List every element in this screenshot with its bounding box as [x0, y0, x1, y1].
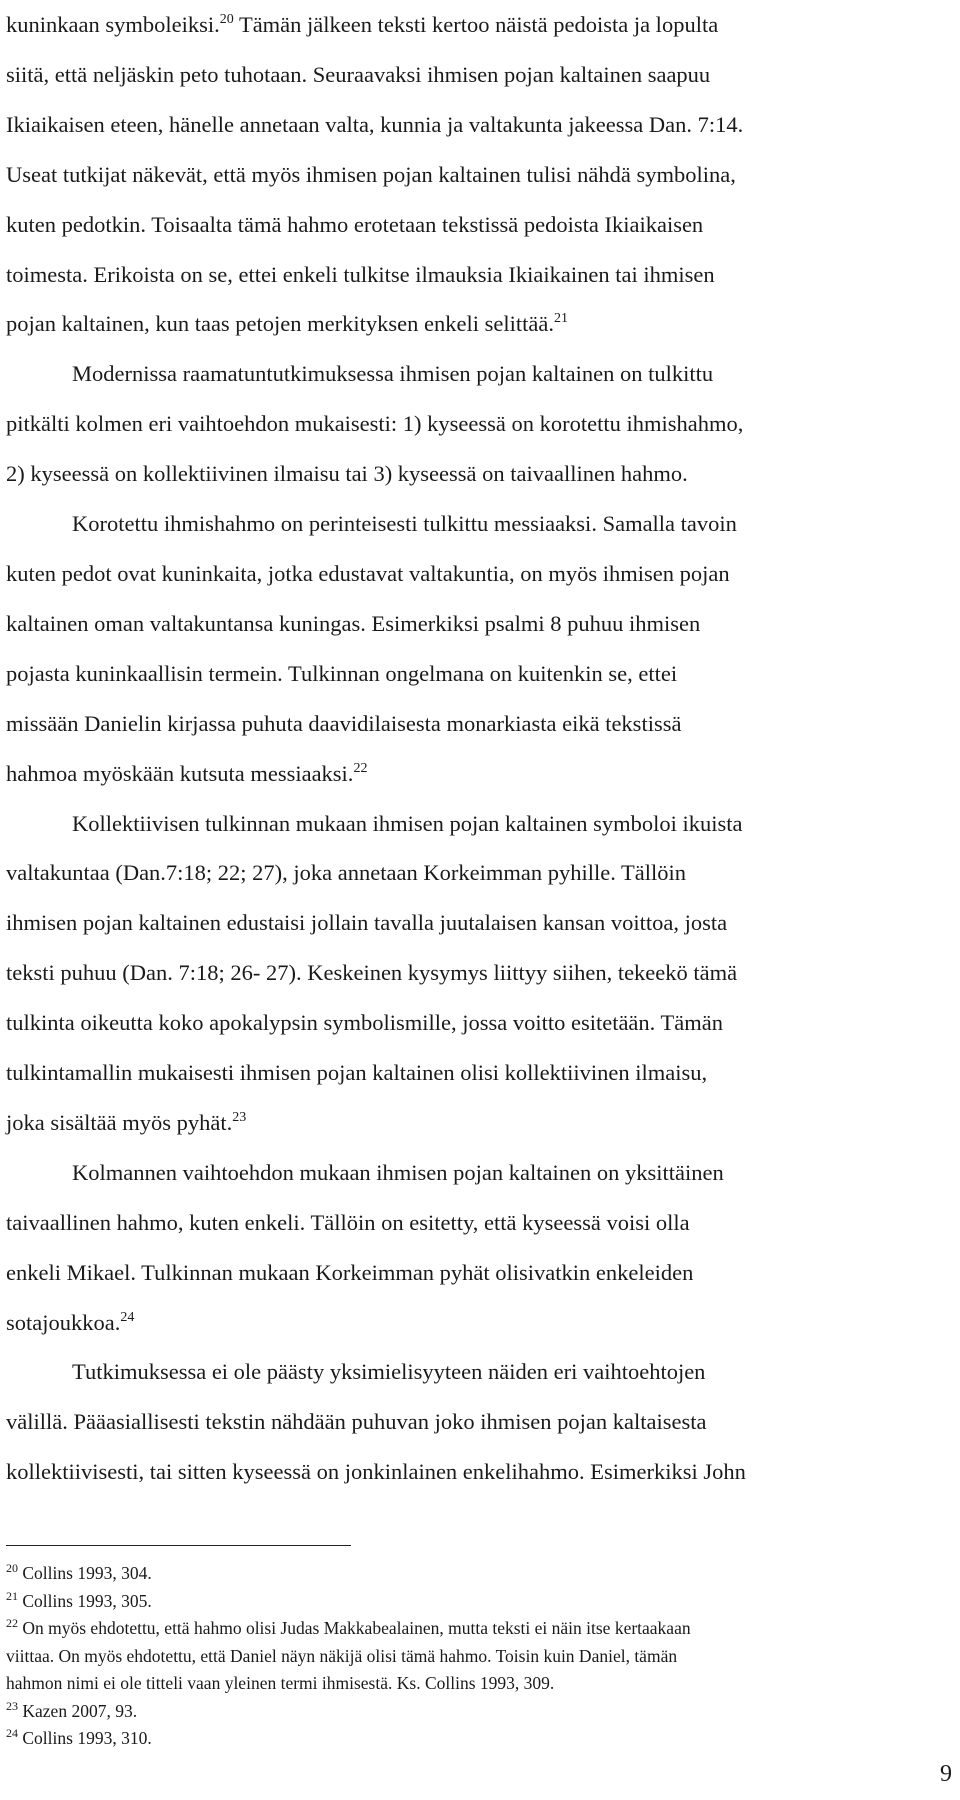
paragraph-6: [6, 1347, 954, 1497]
footnote-text: Collins 1993, 304.: [22, 1563, 152, 1583]
footnote-ref: 24: [120, 1309, 135, 1325]
body-text: [6, 0, 954, 1497]
footnote-number: 21: [6, 1588, 18, 1603]
paragraph-text: Tutkimuksessa ei ole päästy yksimielisyyteen näiden eri vaihtoehtojen välillä. Pääasiallisesti tekstin nähdään puhuvan joko ihmisen pojan kaltaisesta kollektiivisesti, tai sitten kyseessä on jonkinlainen enkelihahmo. Esimerkiksi John: [6, 1359, 746, 1485]
footnotes: [6, 1560, 954, 1753]
paragraph-text: Korotettu ihmishahmo on perinteisesti tulkittu messiaaksi. Samalla tavoin kuten pedot ovat kuninkaita, jotka edustavat valtakuntia, on myös ihmisen pojan kaltainen oman valtakuntansa kuningas. Esimerkiksi psalmi 8 puhuu ihmisen pojasta kuninkaallisin termein. Tulkinnan ongelmana on kuitenkin se, ettei missään Danielin kirjassa puhuta daavidilaisesta monarkiasta eikä tekstissä hahmoa myöskään kutsuta messiaaksi.: [6, 511, 737, 786]
footnote: [6, 1725, 954, 1753]
footnote-ref: 20: [219, 12, 234, 27]
paragraph-1: [6, 0, 954, 349]
paragraph-text: Kollektiivisen tulkinnan mukaan ihmisen pojan kaltainen symboloi ikuista valtakuntaa (Dan.7:18; 22; 27), joka annetaan Korkeimman pyhille. Tällöin ihmisen pojan kaltainen edustaisi jollain tavalla juutalaisen kansan voittoa, josta teksti puhuu (Dan. 7:18; 26- 27). Keskeinen kysymys liittyy siihen, tekeekö tämä tulkinta oikeutta koko apokalypsin symbolismille, jossa voitto esitetään. Tämän tulkintamallin mukaisesti ihmisen pojan kaltainen olisi kollektiivinen ilmaisu, joka sisältää myös pyhät.: [6, 810, 743, 1135]
footnote-text: Collins 1993, 305.: [22, 1590, 152, 1611]
footnote-separator: [6, 1545, 351, 1546]
footnote-number: 22: [6, 1616, 18, 1630]
footnote-ref: 23: [232, 1109, 247, 1125]
paragraph-5: [6, 1148, 954, 1348]
footnote-text: Kazen 2007, 93.: [22, 1700, 138, 1721]
footnote-ref: 22: [353, 760, 368, 776]
footnote-ref: 21: [553, 311, 568, 327]
paragraph-2: [6, 349, 954, 499]
footnote-number: 23: [6, 1698, 18, 1713]
footnote: [6, 1560, 954, 1588]
paragraph-4: [6, 799, 954, 1148]
paragraph-text: Kolmannen vaihtoehdon mukaan ihmisen pojan kaltainen on yksittäinen taivaallinen hahmo, kuten enkeli. Tällöin on esitetty, että kyseessä voisi olla enkeli Mikael. Tulkinnan mukaan Korkeimman pyhät olisivatkin enkeleiden sotajoukkoa.: [6, 1159, 724, 1335]
footnote-text: On myös ehdotettu, että hahmo olisi Judas Makkabealainen, mutta teksti ei näin itse kertaakaan viittaa. On myös ehdotettu, että Daniel näyn näkijä olisi tämä hahmo. Toisin kuin Daniel, tämän hahmon nimi ei ole titteli vaan yleinen termi ihmisestä. Ks. Collins 1993, 309.: [6, 1618, 691, 1693]
paragraph-text: Tämän jälkeen teksti kertoo näistä pedoista ja lopulta siitä, että neljäskin peto tuhotaan. Seuraavaksi ihmisen pojan kaltainen saapuu Ikiaikaisen eteen, hänelle annetaan valta, kunnia ja valtakunta jakeessa Dan. 7:14. Useat tutkijat näkevät, että myös ihmisen pojan kaltainen tulisi nähdä symbolina, kuten pedotkin. Toisaalta tämä hahmo erotetaan tekstissä pedoista Ikiaikaisen toimesta. Erikoista on se, ettei enkeli tulkitse ilmauksia Ikiaikainen tai ihmisen pojan kaltainen, kun taas petojen merkityksen enkeli selittää.: [6, 12, 744, 337]
paragraph-text: kuninkaan symboleiksi.: [6, 12, 220, 37]
footnote: [6, 1588, 954, 1616]
footnote: [6, 1615, 954, 1698]
footnote-text: Collins 1993, 310.: [22, 1728, 152, 1748]
footnote: [6, 1698, 954, 1726]
paragraph-3: [6, 499, 954, 798]
paragraph-text: Modernissa raamatuntutkimuksessa ihmisen pojan kaltainen on tulkittu pitkälti kolmen eri vaihtoehdon mukaisesti: 1) kyseessä on korotettu ihmishahmo, 2) kyseessä on kollektiivinen ilmaisu tai 3) kyseessä on taivaallinen hahmo.: [6, 361, 744, 487]
footnote-number: 20: [6, 1561, 18, 1575]
footnote-number: 24: [6, 1726, 18, 1740]
page-number: 9: [940, 1761, 952, 1787]
